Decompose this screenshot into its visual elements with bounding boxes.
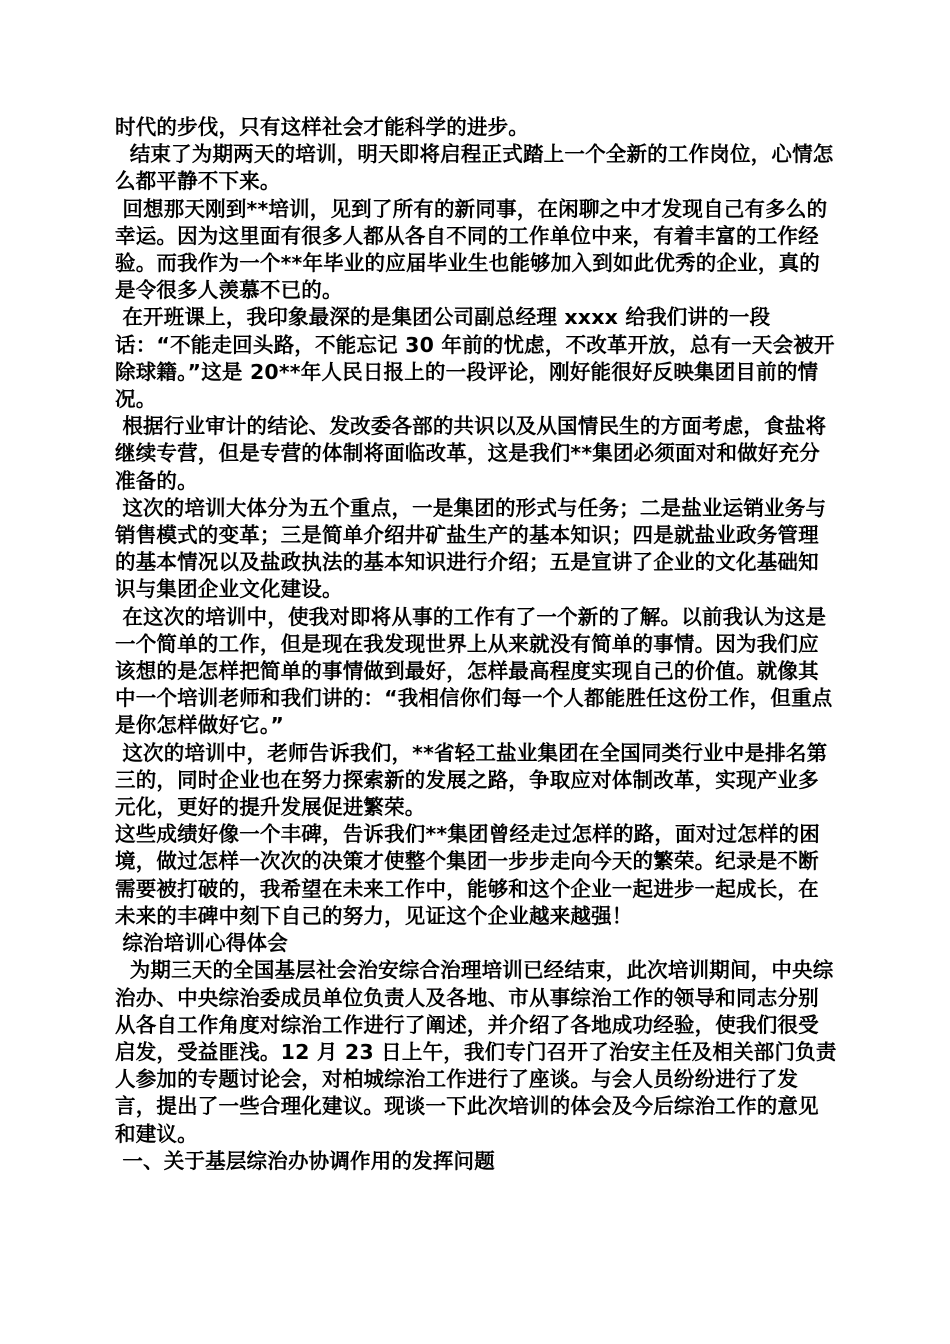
paragraph-five-points: 这次的培训大体分为五个重点，一是集团的形式与任务；二是盐业运销业务与销售模式的变革；三是简单介绍井矿盐生产的基本知识；四是就盐业政务管理的基本情况以及盐政执法的基本知识进行介绍；五是宣讲了企业的文化基础知识与集团企业文化建设。 — [115, 495, 827, 602]
paragraph-national-training: 为期三天的全国基层社会治安综合治理培训已经结束，此次培训期间，中央综治办、中央综治委成员单位负责人及各地、市从事综治工作的领导和同志分别从各自工作角度对综治工作进行了阐述，并介绍了各地成功经验，使我们很受启发，受益匪浅。12 月 23 日上午，我们专门召开了治安主任及相关部门负责人参加的专题讨论会，对柏城综治工作进行了座谈。与会人员纷纷进行了发言，提出了一些合理化建议。现谈一下此次培训的体会及今后综治工作的意见和建议。 — [115, 958, 837, 1146]
paragraph-group-ranking: 这次的培训中，老师告诉我们，**省轻工盐业集团在全国同类行业中是排名第三的，同时企业也在努力探索新的发展之路，争取应对体制改革，实现产业多元化，更好的提升发展促进繁荣。 — [115, 740, 828, 820]
paragraph-new-understanding: 在这次的培训中，使我对即将从事的工作有了一个新的了解。以前我认为这是一个简单的工作，但是现在我发现世界上从来就没有简单的事情。因为我们应该想的是怎样把简单的事情做到最好，怎样最高程度实现自己的价值。就像其中一个培训老师和我们讲的：“我相信你们每一个人都能胜任这份工作，但重点是你怎样做好它。” — [115, 604, 833, 738]
subheading: 一、关于基层综治办协调作用的发挥问题 — [115, 1148, 495, 1173]
paragraph-first-day: 回想那天刚到**培训，见到了所有的新同事，在闲聊之中才发现自己有多么的幸运。因为这里面有很多人都从各自不同的工作单位中来，有着丰富的工作经验。而我作为一个**年毕业的应届毕业生也能够加入到如此优秀的企业，真的是令很多人羡慕不已的。 — [115, 196, 828, 303]
document-page — [115, 114, 837, 1175]
paragraph-monument: 这些成绩好像一个丰碑，告诉我们**集团曾经走过怎样的路，面对过怎样的困境，做过怎样一次次的决策才使整个集团一步步走向今天的繁荣。纪录是不断需要被打破的，我希望在未来工作中，能够和这个企业一起进步一起成长，在未来的丰碑中刻下自己的努力，见证这个企业越来越强！ — [115, 822, 820, 928]
paragraph-intro-end: 时代的步伐，只有这样社会才能科学的进步。 — [115, 115, 529, 139]
paragraph-training-ended: 结束了为期两天的培训，明天即将启程正式踏上一个全新的工作岗位，心情怎么都平静不下来。 — [115, 142, 834, 194]
paragraph-audit-conclusion: 根据行业审计的结论、发改委各部的共识以及从国情民生的方面考虑，食盐将继续专营，但是专营的体制将面临改革，这是我们**集团必须面对和做好充分准备的。 — [115, 414, 827, 493]
section-title: 综治培训心得体会 — [115, 931, 288, 956]
paragraph-opening-class: 在开班课上，我印象最深的是集团公司副总经理 xxxx 给我们讲的一段话：“不能走回头路，不能忘记 30 年前的忧虑，不改革开放，总有一天会被开除球籍。”这是 20**年人民日报上的一段评论，刚好能很好反映集团目前的情况。 — [115, 305, 835, 412]
